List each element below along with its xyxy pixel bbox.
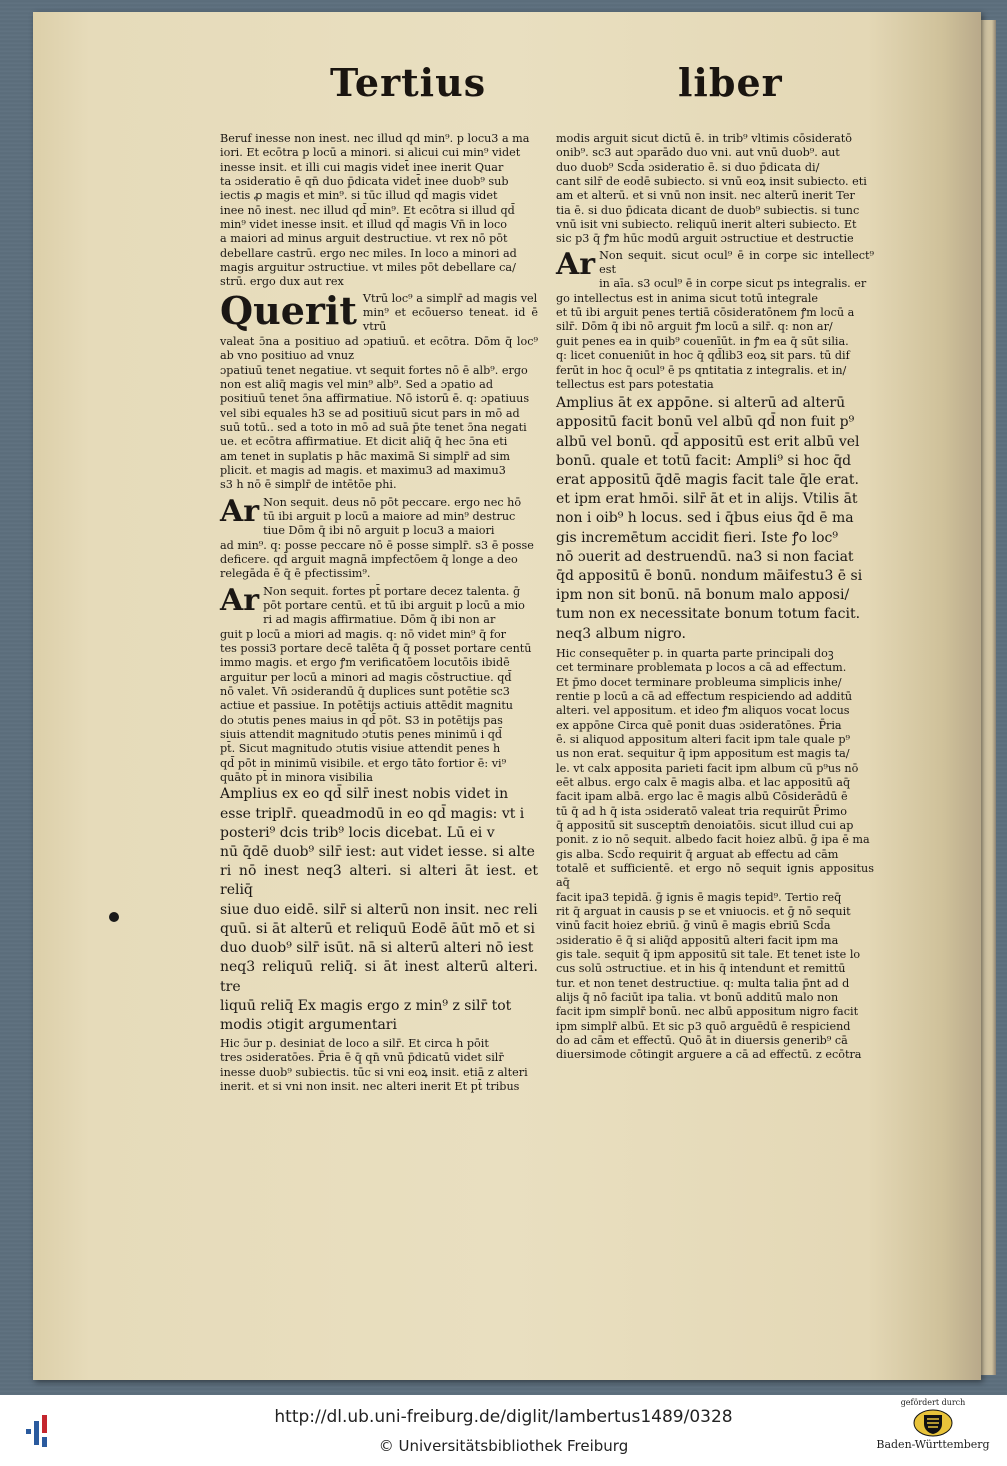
text-line: le. vt calx apposita parieti facit ipm album cū p⁹us nō <box>556 761 859 775</box>
text-line-large: quū. si āt alterū et reliquū Eodē āūt mō et si <box>220 920 536 937</box>
paragraph-continuation <box>556 132 874 247</box>
text-line: magis arguitur ɔstructiue. vt miles pōt debellare ca/ <box>220 261 516 275</box>
paragraph-amplius-right <box>556 394 874 644</box>
text-line: onib⁹. sc3 aut ɔparādo duo vni. aut vnū duob⁹. aut <box>556 146 840 160</box>
text-line: debellare castrū. ergo nec miles. In loco a minori ad <box>220 246 517 260</box>
text-line: gis tale. sequit q̄ ipm appositū sit tale. Et tenet iste lo <box>556 948 861 962</box>
text-line: ta ɔsideratio ē qn̄ duo p̄dicata videt̄ inee duob⁹ sub <box>220 175 509 189</box>
text-line: rit q̄ arguat in causis p se et vniuocis. et ḡ nō sequit <box>556 905 851 919</box>
text-line: vel sibi equales h3 se ad positiuū sicut pars in mō ad <box>220 406 520 420</box>
text-line: inesse duob⁹ subiectis. tūc si vni eoꝝ insit. etiā z alteri <box>220 1065 528 1079</box>
text-line-large: Amplius āt ex appōne. si alterū ad alterū <box>556 395 846 412</box>
text-line: diuersimode cōtingit arguere a cā ad effectū. z ecōtra <box>556 1048 862 1062</box>
text-line-large: neq3 album nigro. <box>556 625 686 642</box>
text-line: am tenet in suplatis p hāc maximā Si simplr̄ ad sim <box>220 449 510 463</box>
text-line: us non erat. sequitur q̄ ipm appositum est magis ta/ <box>556 747 850 761</box>
text-line: valeat ɔ̄na a positiuo ad ɔpatiuū. et ecōtra. Dōm q̄ loc⁹ ab vno positiuo ad vnuz <box>220 334 538 363</box>
text-line: tia ē. si duo p̄dicata dicant de duob⁹ subiectis. si tunc <box>556 203 860 217</box>
sponsor-name: Baden-Württemberg <box>876 1438 990 1451</box>
permalink-url[interactable]: http://dl.ub.uni-freiburg.de/diglit/lambertus1489/0328 <box>274 1407 733 1427</box>
text-line: tes possi3 portare decē talēta q̄ q̄ posset portare centū <box>220 642 532 656</box>
paragraph-intro <box>220 132 538 290</box>
text-line: vnū isit vni subiecto. reliquū inerit alteri subiecto. Et <box>556 218 857 232</box>
text-line: pt̄. Sicut magnitudo ɔtutis visiue attendit penes h <box>220 742 501 756</box>
text-line-large: modis ɔtigit argumentari <box>220 1016 397 1033</box>
text-line: ɔpatiuū tenet negatiue. vt sequit fortes nō ē alb⁹. ergo <box>220 363 528 377</box>
text-line-large: albū vel bonū. qd̄ appositū est erit albū vel <box>556 433 860 450</box>
text-line: sic p3 q̄ ꝭm hūc modū arguit ɔstructiue et destructie <box>556 232 854 246</box>
text-line: Non sequit. fortes pt̄ portare decez talenta. ḡ <box>263 584 521 598</box>
margin-mark <box>109 912 119 922</box>
text-line: duo duob⁹ Scd̄a ɔsideratio ē. si duo p̄dicata di/ <box>556 160 820 174</box>
text-line: Vtrū loc⁹ a simplr̄ ad magis vel <box>362 291 538 305</box>
initial-ar: Ar <box>220 582 260 618</box>
text-line: Et p̄mo docet terminare probleuma simplicis inhe/ <box>556 675 842 689</box>
text-line: Non sequit. deus nō pōt peccare. ergo nec hō <box>263 495 522 509</box>
text-line-large: neq3 reliquū reliq̄. si āt inest alterū alteri. tre <box>220 959 538 995</box>
text-line: deficere. qd̄ arguit magnā impfectōem q̄ longe a deo <box>220 552 518 566</box>
text-line: Beruf inesse non inest. nec illud qd min⁹. p locu3 a ma <box>220 132 530 145</box>
text-line-large: siue duo eidē. silr̄ si alterū non insit. nec reli <box>220 901 538 918</box>
text-line: am et alterū. et si vnū non insit. nec alterū inerit Ter <box>556 189 855 203</box>
text-line: guit penes ea in quib⁹ couenīūt. in ꝭm ea q̄ sūt silia. <box>556 334 849 348</box>
text-line-large: posteri⁹ dcis trib⁹ locis dicebat. Lū ei v <box>220 824 495 841</box>
text-line-large: liquū reliq̄ Ex magis ergo z min⁹ z silr̄ tot <box>220 997 512 1014</box>
text-line: quāto pt̄ in minora visibilia <box>220 771 373 785</box>
initial-querit: Querit <box>220 287 357 333</box>
text-line: ex appōne Circa quē ponit duas ɔsideratōnes. P̄ria <box>556 718 842 732</box>
text-line: positiuū tenet ɔ̄na affirmatiue. Nō istorū ē. q: ɔpatiuus <box>220 392 530 406</box>
text-line: do ad cām et effectū. Quō āt in diuersis generib⁹ cā <box>556 1034 848 1048</box>
text-line: gis alba. Scd̄o requirit q̄ arguat ab effectu ad cām <box>556 847 839 861</box>
text-line-large: nū q̄dē duob⁹ silr̄ iest: aut videt iesse. si alte <box>220 844 535 861</box>
text-line: ri ad magis affirmatiue. Dōm q̄ ibi non ar <box>263 613 496 627</box>
text-line: tellectus est pars potestatia <box>556 377 714 391</box>
text-line: cet terminare problemata p locos a cā ad effectum. <box>556 661 847 675</box>
text-line: qd̄ pōt in minimū visibile. et ergo tāto fortior ē: vi⁹ <box>220 756 507 770</box>
text-line: inesse insit. et illi cui magis videt̄ inee inerit Quar <box>220 160 504 174</box>
text-line-large: q̄d appositū ē bonū. nondum māifestu3 ē si <box>556 568 863 585</box>
paragraph-ar-1 <box>220 493 538 582</box>
running-head-left: Tertius <box>330 60 487 105</box>
text-line-large: duo duob⁹ silr̄ isūt. nā si alterū alteri nō iest <box>220 940 534 957</box>
text-line-large: ri nō inest neq3 alteri. si alteri āt iest. et reliq̄ <box>220 863 538 899</box>
paragraph-commentary-left <box>220 1037 538 1094</box>
text-line: eēt albus. ergo calx ē magis alba. et lac appositū aq̄ <box>556 775 851 789</box>
text-line: in aīa. s3 ocul⁹ ē in corpe sicut ps integralis. er <box>599 277 867 291</box>
text-line: alijs q̄ nō faciūt ipa talia. vt bonū additū malo non <box>556 991 839 1005</box>
viewer-footer <box>0 1395 1007 1466</box>
text-line: min⁹ et ecōuerso teneat. id ē vtrū <box>362 306 538 334</box>
text-line: tū ibi arguit p locū a maiore ad min⁹ destruc <box>263 509 516 523</box>
text-line: tur. et non tenet destructiue. q: multa talia p̄nt ad d <box>556 976 850 990</box>
text-line: inerit. et si vni non insit. nec alteri inerit Et pt̄ tribus <box>220 1080 520 1094</box>
text-line: totalē et sufficientē. et ergo nō sequit ignis appositus aq̄ <box>556 861 874 890</box>
text-line-large: Amplius ex eo qd̄ silr̄ inest nobis videt in <box>220 786 509 803</box>
text-line: ē. si aliquod appositum alteri facit ipm tale quale p⁹ <box>556 732 850 746</box>
text-line: alteri. vel appositum. et ideo ꝭm aliquos vocat locus <box>556 704 850 718</box>
copyright-notice: © Universitätsbibliothek Freiburg <box>378 1437 629 1455</box>
text-line-large: non i oib⁹ h locus. sed i q̄bus eius q̄d ē ma <box>556 510 854 527</box>
text-line-large: nō ɔuerit ad destruendū. na3 si non faciat <box>556 548 854 565</box>
text-column-right <box>556 132 874 1063</box>
sponsor-block <box>874 1398 992 1451</box>
text-line: immo magis. et ergo ꝭm verificatōem locutōis ibidē <box>220 656 510 670</box>
text-line: ponit. z io nō sequit. albedo facit hoiez albū. ḡ ipa ē ma <box>556 833 870 847</box>
sponsor-caption: gefördert durch <box>900 1398 966 1407</box>
text-line-large: gis incremētum accidit fieri. Iste ꝭo loc⁹ <box>556 529 838 546</box>
text-line: ad min⁹. q: posse peccare nō ē posse simplr̄. s3 ē posse <box>220 538 534 552</box>
running-head-right: liber <box>678 60 783 105</box>
text-line: a maiori ad minus arguit destructiue. vt rex nō pōt <box>220 232 508 246</box>
text-line: plicit. et magis ad magis. et maximu3 ad maximu3 <box>220 463 506 477</box>
text-line: s3 h nō ē simplr̄ de intētōe phi. <box>220 478 397 492</box>
text-line: rentie p locū a cā ad effectum respiciendo ad additū <box>556 689 853 703</box>
text-line: nō valet. Vn̄ ɔsiderandū q̄ duplices sunt potētie sc3 <box>220 685 510 699</box>
text-line: tiue Dōm q̄ ibi nō arguit p locu3 a maiori <box>263 524 495 538</box>
text-line: pōt portare centū. et tū ibi arguit p locū a mio <box>263 599 525 612</box>
text-line-large: et ipm erat hmōi. silr̄ āt et in alijs. Vtilis āt <box>556 491 858 508</box>
text-line-large: erat appositū q̄dē magis facit tale q̄le erat. <box>556 472 859 488</box>
text-line-large: ipm non sit bonū. nā bonum malo apposi/ <box>556 587 850 604</box>
text-line-large: bonū. quale et totū facit: Ampli⁹ si hoc q̄d <box>556 452 852 469</box>
text-line: min⁹ videt inesse insit. et illud qd̄ magis Vn̄ in loco <box>220 218 507 232</box>
text-line: facit ipa3 tepidā. ḡ ignis ē magis tepid⁹. Tertio req̄ <box>556 890 842 904</box>
text-line: go intellectus est in anima sicut totū integrale <box>556 291 819 305</box>
text-line: inee nō inest. nec illud qd̄ min⁹. Et ecōtra si illud qd̄ <box>220 203 515 217</box>
text-line: ue. et ecōtra affirmatiue. Et dicit aliq̄ q̄ hec ɔ̄na eti <box>220 435 508 449</box>
initial-ar: Ar <box>556 246 596 282</box>
paragraph-ar-right <box>556 246 874 392</box>
text-line: siuis attendit magnitudo ɔtutis penes minimū i qd̄ <box>220 728 503 742</box>
text-line: vinū facit hoiez ebriū. ḡ vinū ē magis ebriū Scd̄a <box>556 919 831 933</box>
text-line: guit p locū a miori ad magis. q: nō videt min⁹ q̄ for <box>220 627 507 641</box>
text-line: Non sequit. sicut ocul⁹ ē in corpe sic intellect⁹ est <box>599 248 874 277</box>
text-line: Hic ɔ̄ur p. desiniat de loco a silr̄. Et circa h pōit <box>220 1037 489 1051</box>
text-line: q: licet conueniūt in hoc q̄ qd̄lib3 eoꝝ sit pars. tū dif <box>556 349 850 363</box>
state-coat-of-arms-icon <box>913 1409 953 1437</box>
text-line: suū totū.. sed a toto in mō ad suā p̄te tenet ɔ̄na negati <box>220 420 527 434</box>
text-line-large: tum non ex necessitate bonum totum facit. <box>556 606 861 623</box>
text-line: non est aliq̄ magis vel min⁹ alb⁹. Sed a ɔpatio ad <box>220 377 494 391</box>
text-line: ɔsideratio ē q̄ si aliq̄d appositū alteri facit ipm ma <box>556 933 839 947</box>
paragraph-querit <box>220 287 538 493</box>
text-line: arguitur per locū a minori ad magis cōstructiue. qd̄ <box>220 670 512 684</box>
text-line: relegāda ē q̄ ē pfectissim⁹. <box>220 567 371 581</box>
text-line: cus solū ɔstructiue. et in his q̄ intendunt et remittū <box>556 962 846 976</box>
text-line: ipm simplr̄ albū. Et sic p3 quō arguēdū ē respiciend <box>556 1019 851 1033</box>
text-line: facit ipm simplr̄ bonū. nec albū appositum nigro facit <box>556 1005 859 1019</box>
text-line: cant silr̄ de eodē subiecto. si vnū eoꝝ insit subiecto. eti <box>556 175 867 189</box>
text-line-large: appositū facit bonū vel albū qd̄ non fuit p⁹ <box>556 414 855 431</box>
text-column-left <box>220 132 538 1094</box>
text-line: et tū ibi arguit penes tertiā cōsideratōnem ꝭm locū a <box>556 306 855 320</box>
paragraph-amplius-left <box>220 785 538 1035</box>
text-line: strū. ergo dux aut rex <box>220 275 344 289</box>
text-line: ferūt in hoc q̄ ocul⁹ ē ps qntitatia z integralis. et in/ <box>556 363 847 377</box>
text-line: q̄ appositū sit susceptm̄ denoiatōis. sicut illud cui ap <box>556 818 854 832</box>
text-line: iori. Et ecōtra p locū a minori. si alicui cui min⁹ videt <box>220 146 521 160</box>
text-line: modis arguit sicut dictū ē. in trib⁹ vltimis cōsideratō <box>556 132 853 145</box>
text-line: Hic consequēter p. in quarta parte principali doꝫ <box>556 646 834 660</box>
text-line-large: esse triplr̄. queadmodū in eo qd̄ magis: vt i <box>220 805 525 822</box>
text-line: tū q̄ ad h q̄ ista ɔsideratō valeat tria requirūt P̄rimo <box>556 804 847 818</box>
text-line: facit ipam albā. ergo lac ē magis albū Cōsiderādū ē <box>556 790 848 804</box>
paragraph-commentary-right <box>556 647 874 1063</box>
text-line: silr̄. Dōm q̄ ibi nō arguit ꝭm locū a silr̄. q: non ar/ <box>556 320 833 334</box>
text-line: do ɔtutis penes maius in qd̄ pōt. S3 in potētijs pas <box>220 713 503 727</box>
text-line: iectis ꝓ magis et min⁹. si tūc illud qd̄ magis videt <box>220 189 498 203</box>
initial-ar: Ar <box>220 493 260 529</box>
text-line: tres ɔsideratōes. P̄ria ē q̄ qn̄ vnū p̄dicatū videt silr̄ <box>220 1051 504 1065</box>
text-line: actiue et passiue. In potētijs actiuis attēdit magnitu <box>220 699 514 713</box>
paragraph-ar-2 <box>220 582 538 786</box>
